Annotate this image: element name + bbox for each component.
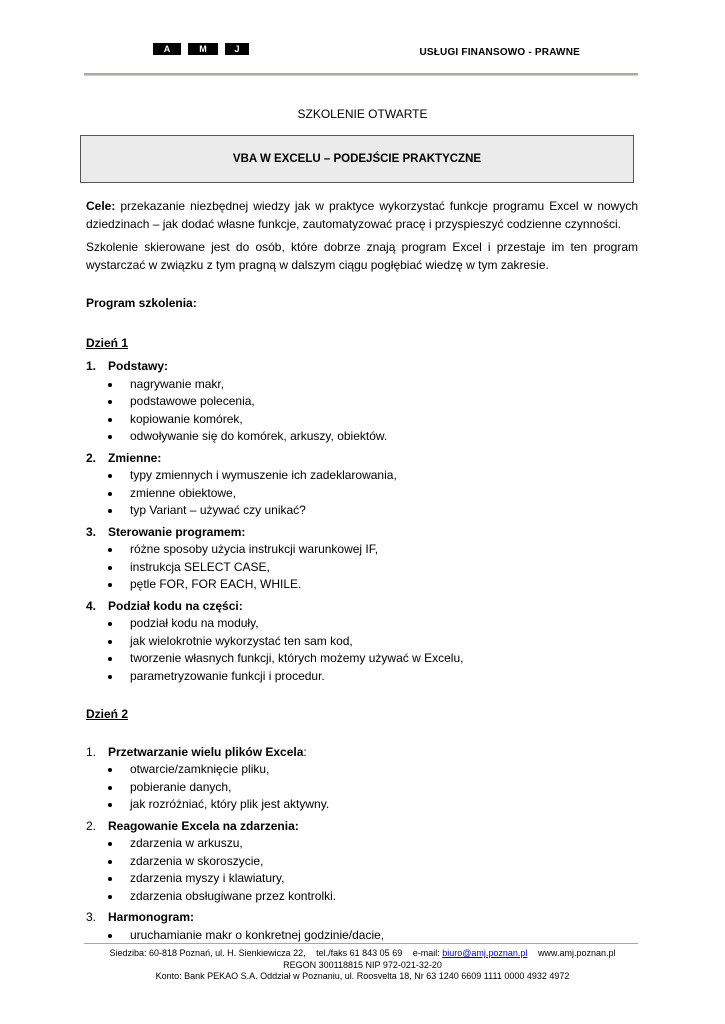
- footer-address: Siedziba: 60-818 Poznań, ul. H. Sienkiewicza 22,: [109, 948, 306, 958]
- program-section: [86, 598, 638, 686]
- section-title: [108, 450, 161, 468]
- logo-letter-m: M: [188, 43, 218, 55]
- section-item-list: [86, 615, 638, 685]
- day1-heading: Dzień 1: [86, 335, 129, 350]
- section-heading: [86, 450, 638, 468]
- day2-sections: [86, 744, 638, 945]
- section-title-text: Przetwarzanie wielu plików Excela: [108, 744, 304, 759]
- list-item: tworzenie własnych funkcji, których możemy używać w Excelu,: [86, 650, 638, 668]
- section-number: 2.: [86, 450, 97, 465]
- document-body: [86, 198, 638, 944]
- section-title: [108, 524, 245, 542]
- section-title-text: Podstawy:: [108, 359, 169, 373]
- list-item: nagrywanie makr,: [86, 376, 638, 394]
- program-section: [86, 744, 638, 814]
- section-title-text: Sterowanie programem:: [108, 524, 246, 539]
- list-item: zdarzenia w arkuszu,: [86, 835, 638, 853]
- list-item: pętle FOR, FOR EACH, WHILE.: [86, 576, 638, 594]
- section-item-list: [86, 376, 638, 446]
- section-heading: [86, 909, 638, 927]
- day1-sections: [86, 358, 638, 685]
- document-title: VBA W EXCELU – PODEJŚCIE PRAKTYCZNE: [232, 153, 482, 165]
- goals-paragraph: [86, 198, 638, 233]
- list-item: zdarzenia myszy i klawiatury,: [86, 870, 638, 888]
- section-item-list: [86, 467, 638, 520]
- logo-letter-a: A: [153, 43, 181, 55]
- footer-phone: tel./faks 61 843 05 69: [316, 948, 403, 958]
- goals-text: przekazanie niezbędnej wiedzy jak w praktyce wykorzystać funkcje programu Excel w nowych dziedzinach – jak dodać własne funkcje, zautomatyzować pracę i przyspieszyć codzienne czynności.: [86, 199, 638, 231]
- footer-regon-nip: REGON 300118815 NIP 972-021-32-20: [283, 959, 442, 970]
- list-item: podstawowe polecenia,: [86, 393, 638, 411]
- program-section: [86, 818, 638, 906]
- company-logo: [153, 43, 249, 55]
- program-heading: Program szkolenia:: [86, 296, 197, 310]
- list-item: zdarzenia obsługiwane przez kontrolki.: [86, 888, 638, 906]
- list-item: otwarcie/zamknięcie pliku,: [86, 761, 638, 779]
- company-tagline: USŁUGI FINANSOWO - PRAWNE: [419, 47, 580, 58]
- section-item-list: [86, 927, 638, 945]
- section-title: [108, 818, 299, 836]
- list-item: instrukcja SELECT CASE,: [86, 559, 638, 577]
- footer-divider: [84, 943, 638, 944]
- section-item-list: [86, 835, 638, 905]
- section-heading: [86, 598, 638, 616]
- section-title: [108, 358, 168, 376]
- section-title-text: Podział kodu na części:: [108, 598, 243, 613]
- list-item: typ Variant – używać czy unikać?: [86, 502, 638, 520]
- section-heading: [86, 358, 638, 376]
- audience-paragraph: Szkolenie skierowane jest do osób, które dobrze znają program Excel i przestaje im ten program wystarczać w związku z tym pragną w dalszym ciągu pogłębiać wiedzę w tym zakresie.: [86, 240, 638, 272]
- list-item: odwoływanie się do komórek, arkuszy, obiektów.: [86, 428, 638, 446]
- program-section: [86, 450, 638, 520]
- list-item: jak rozróżniać, który plik jest aktywny.: [86, 796, 638, 814]
- list-item: kopiowanie komórek,: [86, 411, 638, 429]
- section-title-text: Reagowanie Excela na zdarzenia:: [108, 818, 299, 833]
- logo-letter-j: J: [225, 43, 249, 55]
- section-number: 3.: [86, 910, 97, 924]
- section-number: 4.: [86, 598, 97, 613]
- list-item: uruchamianie makr o konkretnej godzinie/dacie,: [86, 927, 638, 945]
- section-title-text: Harmonogram:: [108, 910, 195, 924]
- section-title-suffix: :: [303, 744, 307, 759]
- section-number: 1.: [86, 359, 97, 373]
- goals-label: Cele:: [86, 199, 116, 213]
- list-item: parametryzowanie funkcji i procedur.: [86, 668, 638, 686]
- list-item: podział kodu na moduły,: [86, 615, 638, 633]
- program-section: [86, 524, 638, 594]
- section-title: [108, 598, 243, 616]
- section-title: [108, 909, 194, 927]
- program-section: [86, 909, 638, 944]
- footer-email-label: e-mail:: [412, 948, 443, 958]
- section-item-list: [86, 761, 638, 814]
- section-heading: [86, 818, 638, 836]
- section-heading: [86, 524, 638, 542]
- page-footer: [0, 948, 725, 983]
- section-number: 3.: [86, 524, 97, 539]
- section-item-list: [86, 541, 638, 594]
- document-type: SZKOLENIE OTWARTE: [297, 107, 428, 121]
- footer-website: www.amj.poznan.pl: [537, 948, 616, 958]
- footer-email-link[interactable]: biuro@amj.poznan.pl: [442, 948, 528, 958]
- section-title-text: Zmienne:: [108, 450, 162, 465]
- list-item: różne sposoby użycia instrukcji warunkowej IF,: [86, 541, 638, 559]
- list-item: zdarzenia w skoroszycie,: [86, 853, 638, 871]
- header-divider: [84, 73, 638, 76]
- section-number: 2.: [86, 818, 97, 833]
- section-title: [108, 744, 307, 762]
- document-title-box: [80, 135, 634, 183]
- footer-line-contact: [0, 948, 725, 960]
- section-number: 1.: [86, 744, 97, 759]
- section-heading: [86, 744, 638, 762]
- list-item: pobieranie danych,: [86, 779, 638, 797]
- list-item: jak wielokrotnie wykorzystać ten sam kod,: [86, 633, 638, 651]
- list-item: zmienne obiektowe,: [86, 485, 638, 503]
- program-section: [86, 358, 638, 446]
- day2-heading: Dzień 2: [86, 707, 129, 721]
- list-item: typy zmiennych i wymuszenie ich zadeklarowania,: [86, 467, 638, 485]
- footer-bank: Konto: Bank PEKAO S.A. Oddział w Poznaniu, ul. Roosvelta 18, Nr 63 1240 6609 1111 0000 4932 4972: [155, 971, 570, 981]
